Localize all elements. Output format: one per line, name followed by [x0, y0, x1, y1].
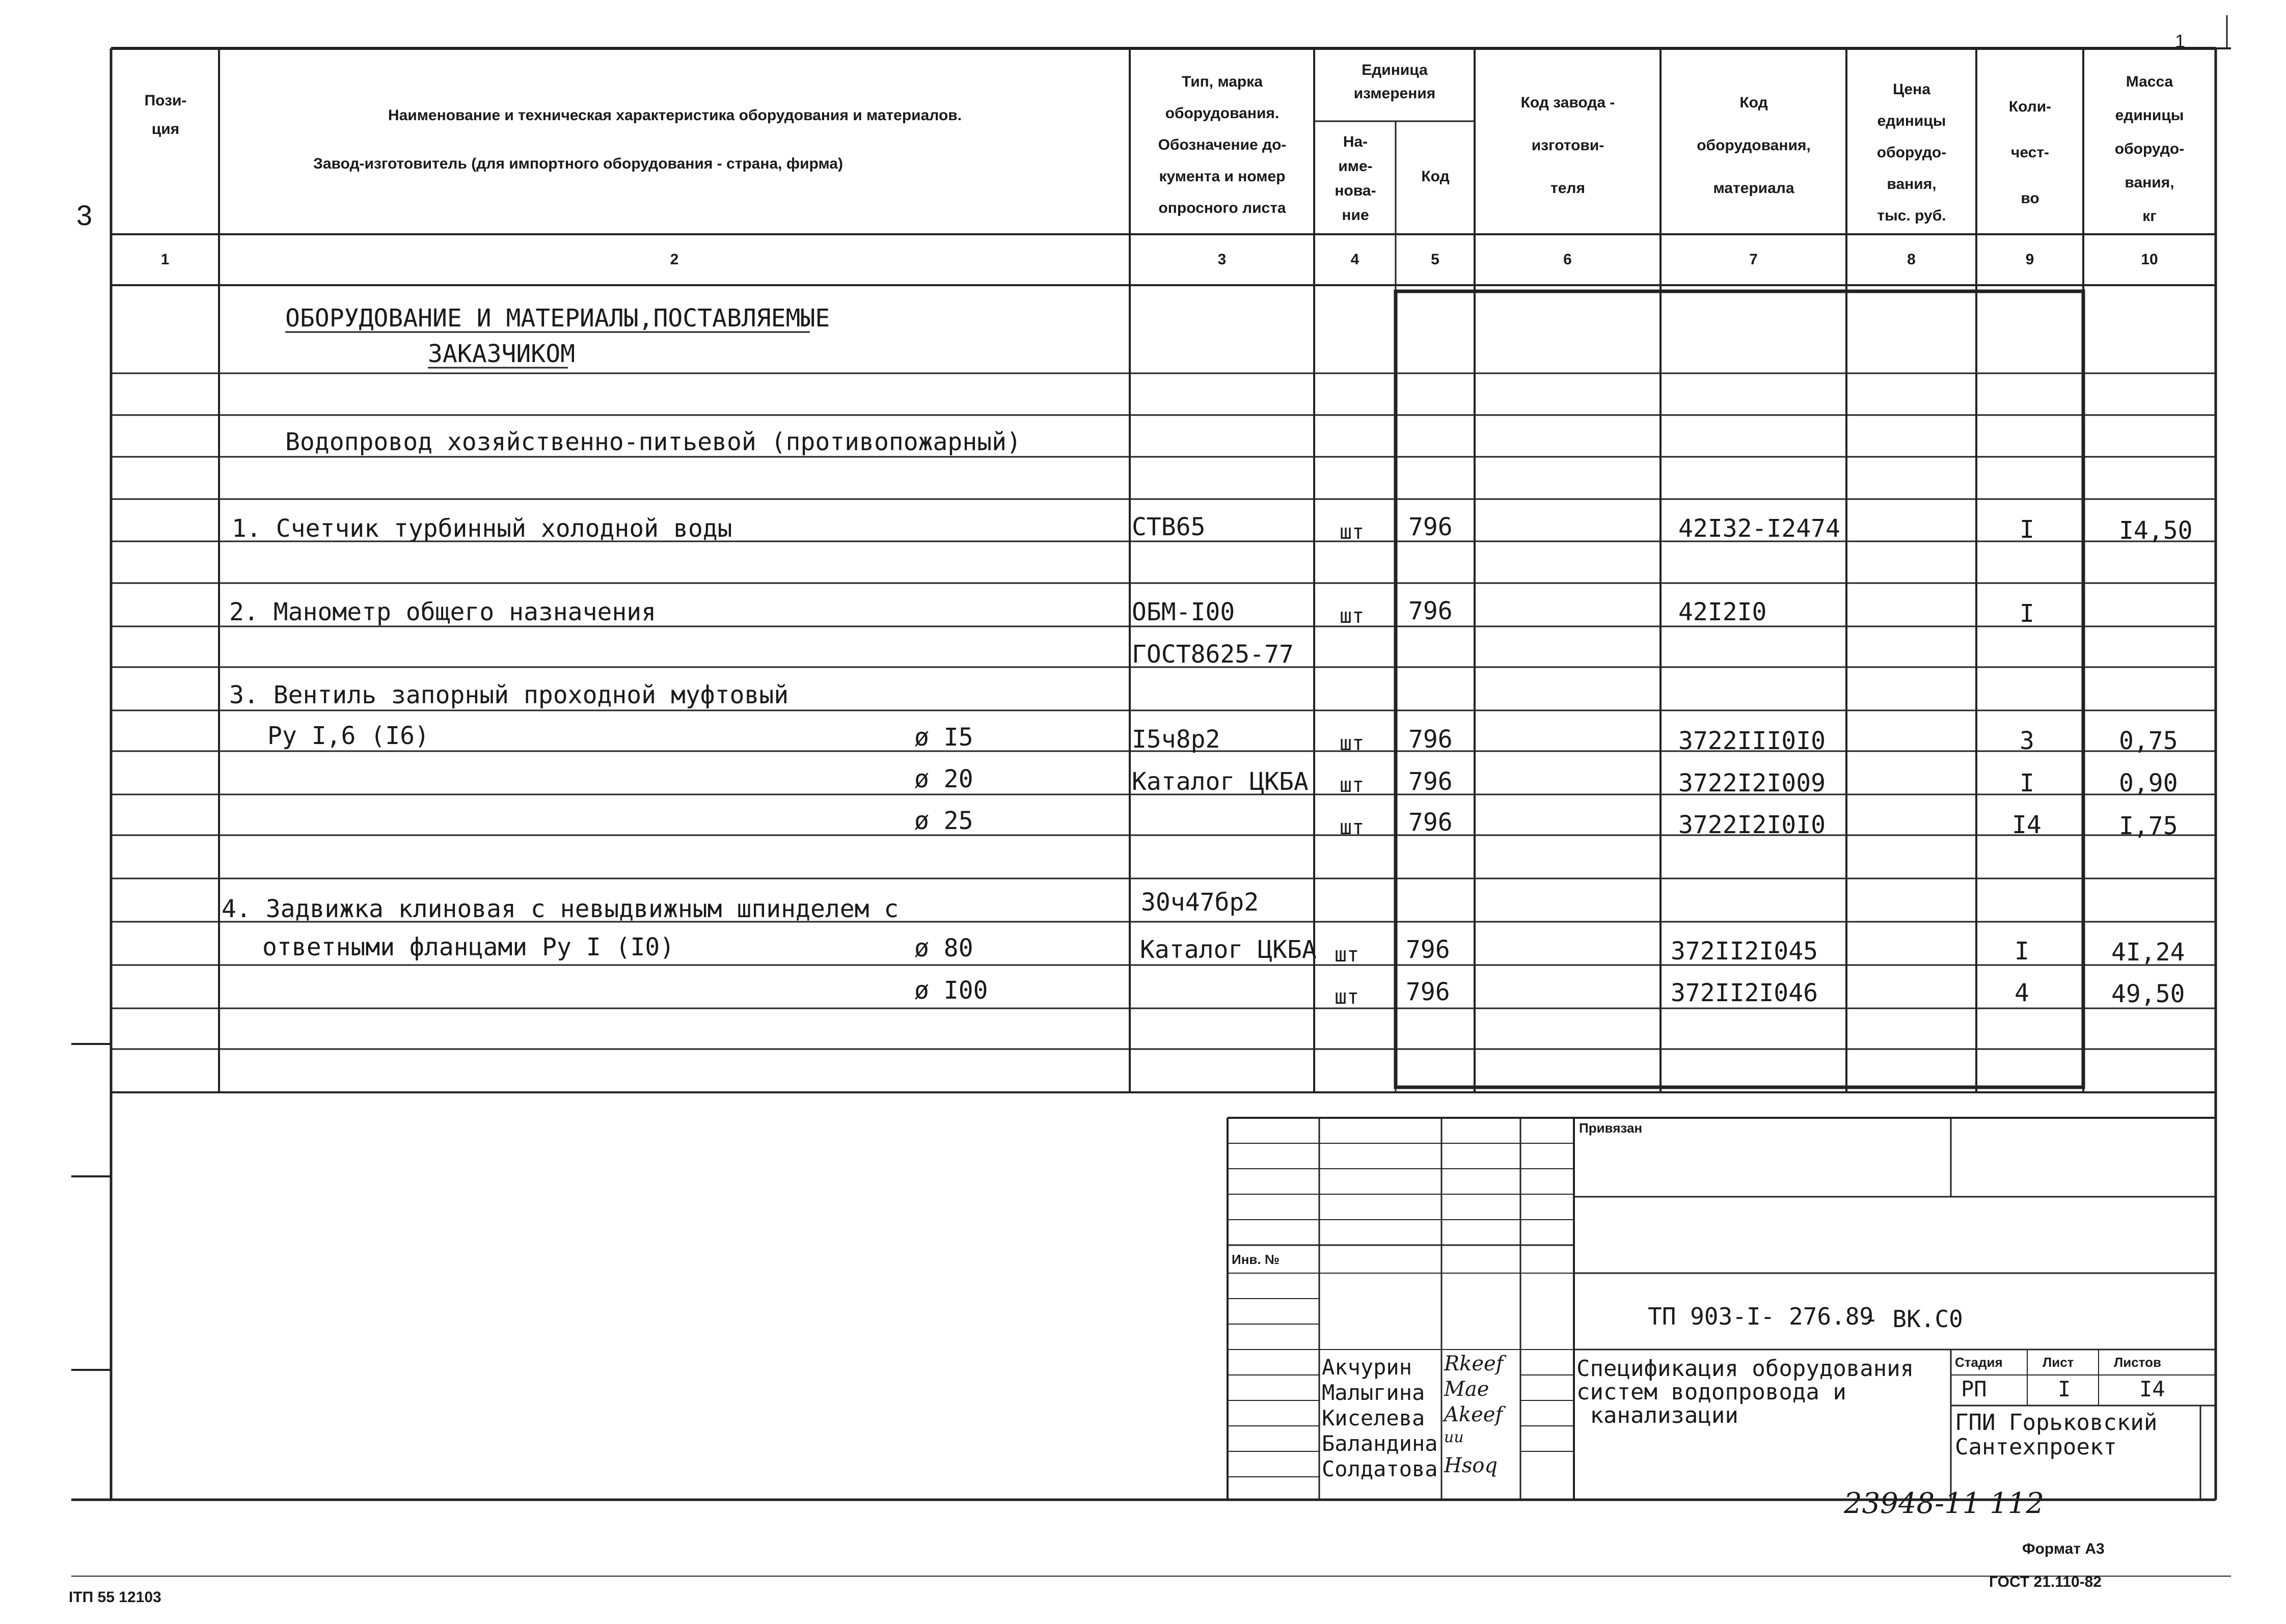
col-number: 10 [2141, 251, 2158, 268]
row3b-unit-code: 796 [1408, 767, 1453, 796]
stamp-sheets: I4 [2139, 1377, 2165, 1401]
signature: Hsoq [1444, 1454, 1498, 1477]
stamp-sheets-label: Листов [2114, 1355, 2161, 1370]
row3c-quantity: I4 [2012, 811, 2042, 839]
row2-name: 2. Манометр общего назначения [229, 598, 657, 626]
header-name-line1: Наименование и техническая характеристика оборудования и материалов. [388, 107, 962, 124]
col-number: 4 [1350, 251, 1359, 268]
stamp-privyazan-label: Привязан [1579, 1120, 1643, 1136]
row4b-quantity: 4 [2015, 979, 2029, 1007]
row3c-material-code: 3722I2I0I0 [1678, 811, 1826, 839]
row4a-quantity: I [2015, 937, 2029, 966]
row3a-unit: шт [1340, 732, 1365, 755]
stamp-name: Киселева [1322, 1406, 1425, 1430]
side-number: 3 [76, 199, 93, 231]
row3b-mass: 0,90 [2119, 769, 2178, 797]
stamp-name: Малыгина [1322, 1380, 1425, 1405]
corner-mark: 1 [2175, 31, 2186, 51]
row3a-mass: 0,75 [2119, 727, 2178, 755]
row3a-quantity: 3 [2020, 727, 2034, 755]
header-name-line2: Завод-изготовитель (для импортного оборудования - страна, фирма) [313, 155, 843, 172]
col-number: 8 [1907, 251, 1916, 268]
row3a-material-code: 3722III0I0 [1678, 727, 1826, 755]
row3c-diameter: ø 25 [914, 807, 973, 835]
row2-quantity: I [2020, 599, 2034, 628]
gost-label: ГОСТ 21.110-82 [1989, 1574, 2102, 1590]
handwritten-number: 23948-11 112 [1844, 1487, 2045, 1520]
row3a-unit-code: 796 [1408, 725, 1453, 754]
col-number: 9 [2025, 251, 2034, 268]
format-label: Формат А3 [2022, 1540, 2105, 1557]
row4-name: 4. Задвижка клиновая с невыдвижным шпинделем с [222, 895, 899, 923]
row1-mass: I4,50 [2119, 516, 2193, 545]
row3b-quantity: I [2020, 769, 2034, 797]
row3b-unit: шт [1340, 774, 1365, 797]
stamp-document-suffix: - ВК.С0 [1864, 1305, 1963, 1333]
stamp-document-code: ТП 903-I- 276.89 [1648, 1303, 1874, 1330]
row4b-unit: шт [1335, 985, 1359, 1009]
header-quantity: Коли- чест- во [2008, 98, 2052, 207]
stamp-name: Акчурин [1322, 1355, 1412, 1380]
stamp-title: Спецификация оборудования систем водопровода и канализации [1576, 1356, 1914, 1428]
stamp-stage-label: Стадия [1955, 1355, 2003, 1370]
col-number: 3 [1217, 251, 1227, 268]
header-position: Пози- ция [144, 92, 187, 137]
header-unit-group-label: Единица измерения [1353, 62, 1436, 102]
row4-flanges: ответными фланцами Ру I (I0) [262, 933, 675, 961]
row3c-unit-code: 796 [1408, 808, 1453, 837]
row2-material-code: 42I2I0 [1678, 598, 1767, 626]
stamp-stage: РП [1961, 1377, 1987, 1401]
row3a-diameter: ø I5 [914, 723, 973, 752]
stamp-name: Солдатова [1322, 1456, 1438, 1481]
col-number: 5 [1431, 251, 1439, 268]
signature: Akeef [1444, 1403, 1503, 1426]
section-title: ОБОРУДОВАНИЕ И МАТЕРИАЛЫ,ПОСТАВЛЯЕМЫЕ [285, 304, 830, 333]
stamp-organization: ГПИ Горьковский Сантехпроект [1955, 1410, 2158, 1460]
col-number: 7 [1749, 251, 1758, 268]
header-type: Тип, марка оборудования. Обозначение до- кумента и номер опросного листа [1158, 73, 1287, 216]
row4b-unit-code: 796 [1406, 978, 1450, 1006]
row3a-type: I5ч8р2 [1132, 725, 1220, 754]
row1-unit: шт [1340, 520, 1365, 544]
section-title-cont: ЗАКАЗЧИКОМ [428, 340, 575, 368]
row4b-diameter: ø I00 [914, 976, 988, 1005]
row3-name: 3. Вентиль запорный проходной муфтовый [229, 681, 789, 709]
row4a-mass: 4I,24 [2111, 938, 2185, 967]
footer-code: ІТП 55 12103 [69, 1589, 161, 1606]
header-price: Цена единицы оборудо- вания, тыс. руб. [1876, 81, 1947, 224]
stamp-sheet: I [2058, 1377, 2071, 1401]
col-number: 1 [160, 251, 170, 268]
row4a-unit-code: 796 [1406, 935, 1450, 964]
signature: Mae [1444, 1378, 1489, 1401]
header-equipment-code: Код оборудования, материала [1697, 94, 1811, 197]
row4a-diameter: ø 80 [914, 934, 973, 962]
row1-material-code: 42I32-I2474 [1678, 514, 1840, 543]
col-number: 6 [1563, 251, 1572, 268]
row2-unit-code: 796 [1408, 597, 1453, 625]
signature: Rkeef [1444, 1352, 1504, 1375]
row3c-unit: шт [1340, 816, 1365, 839]
row4b-material-code: 372II2I046 [1671, 979, 1818, 1007]
row1-type: СТВ65 [1132, 513, 1206, 541]
row1-quantity: I [2020, 515, 2034, 544]
stamp-sheet-label: Лист [2043, 1355, 2074, 1370]
row3c-mass: I,75 [2119, 812, 2178, 840]
header-unit-name: На- име- нова- ние [1335, 133, 1376, 224]
row3b-material-code: 3722I2I009 [1678, 769, 1826, 797]
row2-type: ОБМ-I00 [1132, 598, 1235, 626]
header-mass: Масса единицы оборудо- вания, кг [2114, 73, 2185, 225]
stamp-inv-label: Инв. № [1232, 1252, 1280, 1267]
row4a-unit: шт [1335, 943, 1359, 967]
row1-unit-code: 796 [1408, 513, 1453, 541]
row3b-diameter: ø 20 [914, 765, 973, 793]
row2-type-doc: ГОСТ8625-77 [1132, 640, 1294, 669]
row4b-mass: 49,50 [2111, 980, 2185, 1008]
stamp-name: Баландина [1322, 1431, 1438, 1456]
row2-unit: шт [1340, 604, 1365, 628]
header-unit-code: Код [1421, 168, 1450, 185]
row4a-type: Каталог ЦКБА [1140, 935, 1317, 964]
row1-name: 1. Счетчик турбинный холодной воды [232, 514, 732, 543]
row3-pressure: Ру I,6 (I6) [267, 722, 429, 750]
signature: uu [1444, 1428, 1464, 1446]
row4-type: 30ч47бр2 [1141, 888, 1259, 917]
subsection-title: Водопровод хозяйственно-питьевой (противопожарный) [285, 428, 1021, 456]
row4a-material-code: 372II2I045 [1671, 937, 1818, 966]
col-number: 2 [670, 251, 679, 268]
row3b-type: Каталог ЦКБА [1132, 767, 1309, 796]
header-plant-code: Код завода - изготови- теля [1520, 94, 1615, 197]
